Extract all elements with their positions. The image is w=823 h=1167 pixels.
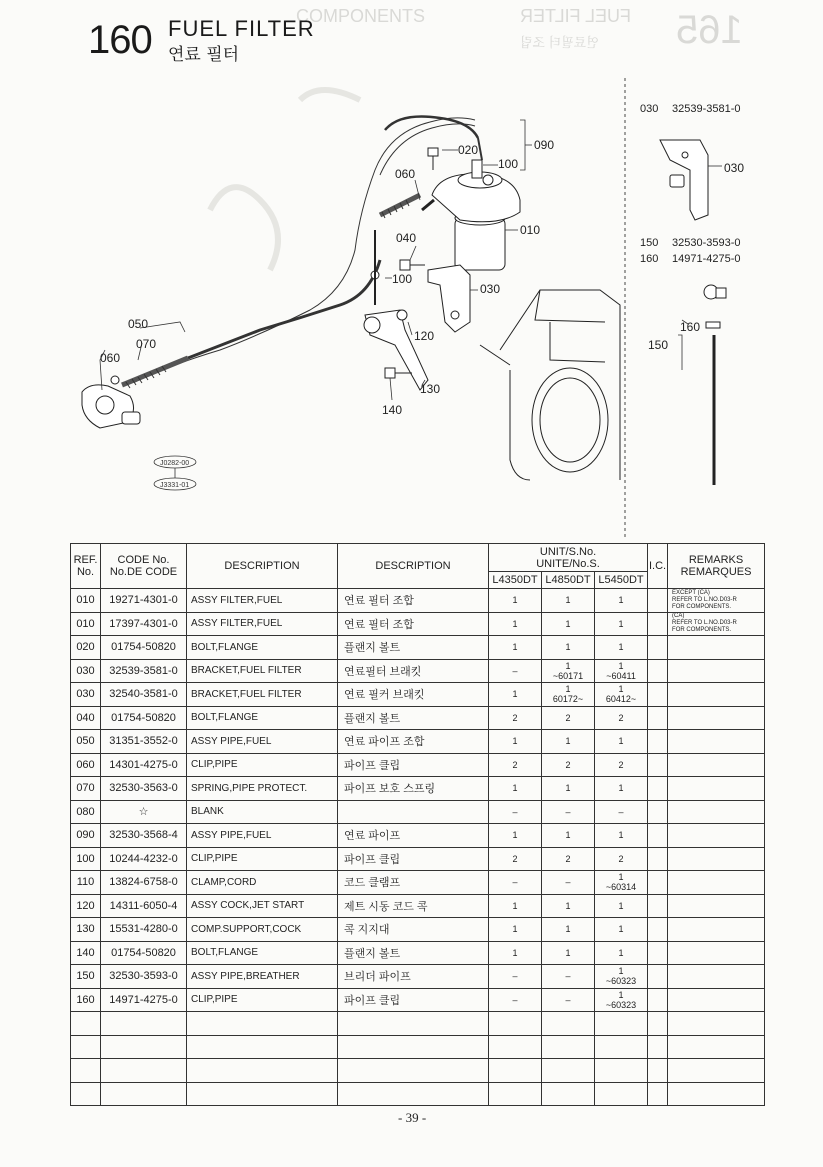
inset-code: 32530-3593-0 bbox=[672, 237, 741, 249]
ic-cell bbox=[648, 589, 668, 613]
part-code: 01754-50820 bbox=[101, 941, 187, 965]
remarks-cell bbox=[668, 753, 765, 777]
ic-cell bbox=[648, 824, 668, 848]
remarks-cell bbox=[668, 800, 765, 824]
page-title-korean: 연료 필터 bbox=[168, 45, 240, 65]
quantity: 1 bbox=[512, 900, 518, 911]
part-code: 01754-50820 bbox=[101, 706, 187, 730]
ic-cell bbox=[648, 800, 668, 824]
quantity: 1 bbox=[565, 642, 571, 653]
quantity: 1 bbox=[512, 618, 518, 629]
quantity: 1 bbox=[618, 736, 624, 747]
description-ko: 파이프 보호 스프링 bbox=[338, 777, 489, 801]
description-ko: 브리더 파이프 bbox=[338, 965, 489, 989]
quantity: – bbox=[512, 877, 518, 888]
quantity: 1 bbox=[565, 783, 571, 794]
quantity: 2 bbox=[618, 759, 624, 770]
ref-number: 030 bbox=[71, 659, 101, 683]
description-ko: 제트 시동 코드 콕 bbox=[338, 894, 489, 918]
remark-line: FOR COMPONENTS. bbox=[672, 627, 732, 634]
callout-label: 150 bbox=[648, 338, 669, 352]
description-en: SPRING,PIPE PROTECT. bbox=[187, 777, 338, 801]
ref-number: 130 bbox=[71, 918, 101, 942]
serial-range: ~60314 bbox=[605, 882, 637, 893]
serial-range: ~60323 bbox=[605, 976, 637, 987]
description-ko: 플랜지 볼트 bbox=[338, 941, 489, 965]
quantity: 2 bbox=[618, 853, 624, 864]
quantity: 1 bbox=[618, 872, 624, 883]
remarks-cell bbox=[668, 636, 765, 660]
quantity: 1 bbox=[512, 642, 518, 653]
quantity: 1 bbox=[512, 595, 518, 606]
table-row bbox=[71, 965, 765, 989]
remark-line: EXCEPT (CA) bbox=[672, 589, 710, 596]
ref-number: 080 bbox=[71, 800, 101, 824]
unit-quantity bbox=[595, 777, 648, 801]
ref-number: 090 bbox=[71, 824, 101, 848]
serial-range: ~60411 bbox=[606, 670, 636, 681]
empty-row bbox=[71, 1012, 765, 1036]
unit-quantity bbox=[595, 683, 648, 707]
inset-ref: 150 bbox=[640, 237, 659, 249]
description-en: CLIP,PIPE bbox=[187, 847, 338, 871]
quantity: 1 bbox=[512, 830, 518, 841]
part-code: 32530-3593-0 bbox=[101, 965, 187, 989]
header-ic: I.C. bbox=[648, 544, 668, 589]
unit-quantity bbox=[489, 988, 542, 1012]
table-row bbox=[71, 918, 765, 942]
part-code: 32530-3563-0 bbox=[101, 777, 187, 801]
quantity: 1 bbox=[618, 783, 624, 794]
unit-quantity bbox=[542, 659, 595, 683]
unit-quantity bbox=[542, 612, 595, 636]
ic-cell bbox=[648, 918, 668, 942]
unit-quantity bbox=[542, 730, 595, 754]
unit-quantity bbox=[489, 636, 542, 660]
description-en: ASSY FILTER,FUEL bbox=[187, 612, 338, 636]
remarks-cell bbox=[668, 847, 765, 871]
description-ko: 플랜지 볼트 bbox=[338, 706, 489, 730]
ic-cell bbox=[648, 636, 668, 660]
part-code: 14971-4275-0 bbox=[101, 988, 187, 1012]
ic-cell bbox=[648, 988, 668, 1012]
ref-number: 040 bbox=[71, 706, 101, 730]
unit-quantity bbox=[489, 706, 542, 730]
serial-range: 60412~ bbox=[605, 694, 637, 705]
callout-label: 030 bbox=[724, 161, 745, 175]
remarks-cell bbox=[668, 659, 765, 683]
ref-number: 070 bbox=[71, 777, 101, 801]
quantity: 1 bbox=[618, 684, 624, 695]
description-ko: 연료 필터 조합 bbox=[338, 589, 489, 613]
description-en: CLAMP,CORD bbox=[187, 871, 338, 895]
quantity: 1 bbox=[565, 660, 571, 671]
ref-number: 050 bbox=[71, 730, 101, 754]
remarks-cell bbox=[668, 941, 765, 965]
description-en: ASSY PIPE,FUEL bbox=[187, 730, 338, 754]
quantity: 1 bbox=[618, 595, 624, 606]
description-en: CLIP,PIPE bbox=[187, 988, 338, 1012]
description-en: BOLT,FLANGE bbox=[187, 636, 338, 660]
part-code: 01754-50820 bbox=[101, 636, 187, 660]
serial-range: ~60171 bbox=[552, 670, 584, 681]
unit-quantity bbox=[595, 918, 648, 942]
unit-quantity bbox=[595, 706, 648, 730]
empty-row bbox=[71, 1082, 765, 1106]
table-row bbox=[71, 683, 765, 707]
callout-label: 020 bbox=[458, 143, 479, 157]
table-row bbox=[71, 847, 765, 871]
serial-stamp: J3331-01 bbox=[160, 482, 190, 489]
description-en: BRACKET,FUEL FILTER bbox=[187, 659, 338, 683]
remarks-cell bbox=[668, 918, 765, 942]
part-code: ☆ bbox=[101, 800, 187, 824]
quantity: 1 bbox=[618, 989, 624, 1000]
header-unit: UNIT/S.No. UNITE/No.S. bbox=[489, 544, 648, 572]
unit-quantity bbox=[489, 777, 542, 801]
table-row bbox=[71, 730, 765, 754]
part-code: 14311-6050-4 bbox=[101, 894, 187, 918]
quantity: 1 bbox=[512, 783, 518, 794]
unit-quantity bbox=[542, 636, 595, 660]
ref-number: 160 bbox=[71, 988, 101, 1012]
unit-quantity bbox=[595, 894, 648, 918]
header-ref: REF. No. bbox=[71, 544, 101, 589]
quantity: 2 bbox=[618, 712, 624, 723]
unit-quantity bbox=[595, 636, 648, 660]
bleed-through-text: COMPONENTS bbox=[296, 6, 426, 26]
serial-range: ~60323 bbox=[605, 999, 637, 1010]
ic-cell bbox=[648, 612, 668, 636]
quantity: – bbox=[618, 806, 624, 817]
header-code: CODE No. No.DE CODE bbox=[101, 544, 187, 589]
quantity: 1 bbox=[512, 947, 518, 958]
description-en: CLIP,PIPE bbox=[187, 753, 338, 777]
description-ko: 연료 파이프 bbox=[338, 824, 489, 848]
callout-label: 100 bbox=[498, 157, 519, 171]
unit-quantity bbox=[489, 659, 542, 683]
ref-number: 100 bbox=[71, 847, 101, 871]
unit-quantity bbox=[595, 659, 648, 683]
table-row bbox=[71, 589, 765, 613]
unit-quantity bbox=[595, 730, 648, 754]
callout-label: 050 bbox=[128, 317, 149, 331]
unit-quantity bbox=[542, 706, 595, 730]
page-title: FUEL FILTER bbox=[168, 16, 315, 41]
header-model: L4850DT bbox=[542, 572, 595, 589]
unit-quantity bbox=[542, 847, 595, 871]
quantity: 1 bbox=[618, 660, 624, 671]
parts-list-table bbox=[70, 543, 765, 1106]
description-ko: 연료 필터 조합 bbox=[338, 612, 489, 636]
table-row bbox=[71, 941, 765, 965]
quantity: – bbox=[565, 877, 571, 888]
ic-cell bbox=[648, 871, 668, 895]
section-number: 160 bbox=[88, 18, 152, 62]
quantity: – bbox=[565, 994, 571, 1005]
quantity: 1 bbox=[512, 736, 518, 747]
unit-quantity bbox=[542, 800, 595, 824]
quantity: 1 bbox=[565, 924, 571, 935]
remarks-cell bbox=[668, 683, 765, 707]
unit-quantity bbox=[489, 847, 542, 871]
callout-label: 140 bbox=[382, 403, 403, 417]
callout-label: 160 bbox=[680, 320, 701, 334]
unit-quantity bbox=[595, 800, 648, 824]
unit-quantity bbox=[595, 824, 648, 848]
remarks-cell bbox=[668, 706, 765, 730]
unit-quantity bbox=[489, 894, 542, 918]
inset-ref: 160 bbox=[640, 253, 659, 265]
description-en: ASSY COCK,JET START bbox=[187, 894, 338, 918]
unit-quantity bbox=[542, 965, 595, 989]
table-row bbox=[71, 988, 765, 1012]
bleed-through-text: FUEL FILTER bbox=[520, 6, 632, 26]
ref-number: 010 bbox=[71, 589, 101, 613]
ref-number: 140 bbox=[71, 941, 101, 965]
quantity: 2 bbox=[512, 853, 518, 864]
description-en: ASSY FILTER,FUEL bbox=[187, 589, 338, 613]
unit-quantity bbox=[489, 965, 542, 989]
ic-cell bbox=[648, 965, 668, 989]
quantity: 1 bbox=[618, 642, 624, 653]
ref-number: 030 bbox=[71, 683, 101, 707]
unit-quantity bbox=[542, 918, 595, 942]
ic-cell bbox=[648, 730, 668, 754]
ic-cell bbox=[648, 894, 668, 918]
unit-quantity bbox=[542, 683, 595, 707]
table-row bbox=[71, 871, 765, 895]
quantity: 1 bbox=[565, 900, 571, 911]
callout-label: 010 bbox=[520, 223, 541, 237]
part-code: 15531-4280-0 bbox=[101, 918, 187, 942]
part-code: 32539-3581-0 bbox=[101, 659, 187, 683]
unit-quantity bbox=[542, 894, 595, 918]
description-en: ASSY PIPE,BREATHER bbox=[187, 965, 338, 989]
unit-quantity bbox=[595, 612, 648, 636]
ref-number: 150 bbox=[71, 965, 101, 989]
description-ko: 연료 파이프 조합 bbox=[338, 730, 489, 754]
callout-label: 100 bbox=[392, 272, 413, 286]
ic-cell bbox=[648, 683, 668, 707]
table-row bbox=[71, 777, 765, 801]
description-en: BRACKET,FUEL FILTER bbox=[187, 683, 338, 707]
header-description-en: DESCRIPTION bbox=[187, 544, 338, 589]
remark-line: FOR COMPONENTS. bbox=[672, 603, 732, 610]
part-code: 10244-4232-0 bbox=[101, 847, 187, 871]
empty-row bbox=[71, 1059, 765, 1083]
unit-quantity bbox=[542, 871, 595, 895]
table-row bbox=[71, 706, 765, 730]
quantity: 1 bbox=[565, 947, 571, 958]
unit-quantity bbox=[595, 871, 648, 895]
unit-quantity bbox=[489, 730, 542, 754]
description-ko: 플랜지 볼트 bbox=[338, 636, 489, 660]
quantity: 1 bbox=[512, 689, 518, 700]
ref-number: 010 bbox=[71, 612, 101, 636]
unit-quantity bbox=[595, 965, 648, 989]
description-ko: 파이프 클립 bbox=[338, 988, 489, 1012]
quantity: – bbox=[565, 971, 571, 982]
description-en: COMP.SUPPORT,COCK bbox=[187, 918, 338, 942]
remarks-cell bbox=[668, 589, 765, 613]
part-code: 19271-4301-0 bbox=[101, 589, 187, 613]
quantity: 1 bbox=[565, 595, 571, 606]
table-row bbox=[71, 636, 765, 660]
unit-quantity bbox=[489, 824, 542, 848]
quantity: 2 bbox=[565, 853, 571, 864]
table-row bbox=[71, 612, 765, 636]
part-code: 32540-3581-0 bbox=[101, 683, 187, 707]
empty-row bbox=[71, 1035, 765, 1059]
unit-quantity bbox=[489, 941, 542, 965]
quantity: – bbox=[512, 971, 518, 982]
unit-quantity bbox=[489, 612, 542, 636]
table-row bbox=[71, 824, 765, 848]
unit-quantity bbox=[489, 871, 542, 895]
unit-quantity bbox=[489, 589, 542, 613]
unit-quantity bbox=[595, 753, 648, 777]
ic-cell bbox=[648, 777, 668, 801]
quantity: – bbox=[512, 665, 518, 676]
quantity: 1 bbox=[618, 924, 624, 935]
unit-quantity bbox=[489, 800, 542, 824]
quantity: 2 bbox=[565, 712, 571, 723]
callout-label: 030 bbox=[480, 282, 501, 296]
unit-quantity bbox=[595, 941, 648, 965]
quantity: – bbox=[512, 806, 518, 817]
unit-quantity bbox=[489, 683, 542, 707]
callout-label: 060 bbox=[100, 351, 121, 365]
quantity: 1 bbox=[512, 924, 518, 935]
unit-quantity bbox=[542, 941, 595, 965]
serial-stamp: J0282-00 bbox=[160, 460, 190, 467]
ref-number: 020 bbox=[71, 636, 101, 660]
quantity: 1 bbox=[565, 830, 571, 841]
quantity: 1 bbox=[618, 947, 624, 958]
quantity: 1 bbox=[565, 618, 571, 629]
description-ko: 연료 필커 브래킷 bbox=[338, 683, 489, 707]
header-description-ko: DESCRIPTION bbox=[338, 544, 489, 589]
ic-cell bbox=[648, 941, 668, 965]
remarks-cell bbox=[668, 824, 765, 848]
callout-label: 090 bbox=[534, 138, 555, 152]
callout-label: 130 bbox=[420, 382, 441, 396]
remark-line: (CA) bbox=[672, 613, 685, 620]
quantity: – bbox=[565, 806, 571, 817]
unit-quantity bbox=[542, 589, 595, 613]
description-en: BOLT,FLANGE bbox=[187, 706, 338, 730]
part-code: 14301-4275-0 bbox=[101, 753, 187, 777]
quantity: 1 bbox=[618, 966, 624, 977]
bleed-through-text: 연료필터 조립 bbox=[520, 35, 599, 50]
ref-number: 110 bbox=[71, 871, 101, 895]
callout-label: 120 bbox=[414, 329, 435, 343]
callout-label: 040 bbox=[396, 231, 417, 245]
description-en: ASSY PIPE,FUEL bbox=[187, 824, 338, 848]
part-code: 17397-4301-0 bbox=[101, 612, 187, 636]
description-en: BOLT,FLANGE bbox=[187, 941, 338, 965]
ic-cell bbox=[648, 706, 668, 730]
inset-code: 14971-4275-0 bbox=[672, 253, 741, 265]
quantity: 1 bbox=[618, 830, 624, 841]
remarks-cell bbox=[668, 871, 765, 895]
header-model: L4350DT bbox=[489, 572, 542, 589]
ic-cell bbox=[648, 847, 668, 871]
quantity: 2 bbox=[512, 712, 518, 723]
remarks-cell bbox=[668, 612, 765, 636]
unit-quantity bbox=[542, 753, 595, 777]
unit-quantity bbox=[542, 988, 595, 1012]
remark-line: REFER TO L.NO.D03-R bbox=[672, 596, 737, 603]
quantity: 1 bbox=[618, 618, 624, 629]
ref-number: 120 bbox=[71, 894, 101, 918]
header-model: L5450DT bbox=[595, 572, 648, 589]
callout-label: 070 bbox=[136, 337, 157, 351]
parts-diagram bbox=[60, 60, 790, 545]
bleed-through-text: 165 bbox=[676, 8, 743, 52]
remark-line: REFER TO L.NO.D03-R bbox=[672, 620, 737, 627]
part-code: 13824-6758-0 bbox=[101, 871, 187, 895]
description-ko: 파이프 클립 bbox=[338, 847, 489, 871]
table-row bbox=[71, 800, 765, 824]
description-en: BLANK bbox=[187, 800, 338, 824]
quantity: 1 bbox=[565, 736, 571, 747]
part-code: 32530-3568-4 bbox=[101, 824, 187, 848]
unit-quantity bbox=[542, 777, 595, 801]
ic-cell bbox=[648, 659, 668, 683]
remarks-cell bbox=[668, 988, 765, 1012]
ref-number: 060 bbox=[71, 753, 101, 777]
remarks-cell bbox=[668, 730, 765, 754]
table-row bbox=[71, 659, 765, 683]
quantity: 1 bbox=[565, 684, 571, 695]
remarks-cell bbox=[668, 777, 765, 801]
part-code: 31351-3552-0 bbox=[101, 730, 187, 754]
table-row bbox=[71, 894, 765, 918]
page-number: - 39 - bbox=[398, 1110, 427, 1125]
remarks-cell bbox=[668, 894, 765, 918]
quantity: – bbox=[512, 994, 518, 1005]
description-ko: 콕 지지대 bbox=[338, 918, 489, 942]
description-ko: 파이프 클립 bbox=[338, 753, 489, 777]
callout-label: 060 bbox=[395, 167, 416, 181]
quantity: 2 bbox=[512, 759, 518, 770]
unit-quantity bbox=[595, 847, 648, 871]
unit-quantity bbox=[489, 918, 542, 942]
inset-ref: 030 bbox=[640, 103, 659, 115]
unit-quantity bbox=[595, 589, 648, 613]
description-ko: 연료필터 브래킷 bbox=[338, 659, 489, 683]
description-ko bbox=[338, 800, 489, 824]
unit-quantity bbox=[595, 988, 648, 1012]
inset-code: 32539-3581-0 bbox=[672, 103, 741, 115]
header-remarks: REMARKS REMARQUES bbox=[668, 544, 765, 589]
description-ko: 코드 클램프 bbox=[338, 871, 489, 895]
unit-quantity bbox=[542, 824, 595, 848]
quantity: 1 bbox=[618, 900, 624, 911]
ic-cell bbox=[648, 753, 668, 777]
remarks-cell bbox=[668, 965, 765, 989]
quantity: 2 bbox=[565, 759, 571, 770]
serial-range: 60172~ bbox=[552, 694, 584, 705]
unit-quantity bbox=[489, 753, 542, 777]
table-row bbox=[71, 753, 765, 777]
